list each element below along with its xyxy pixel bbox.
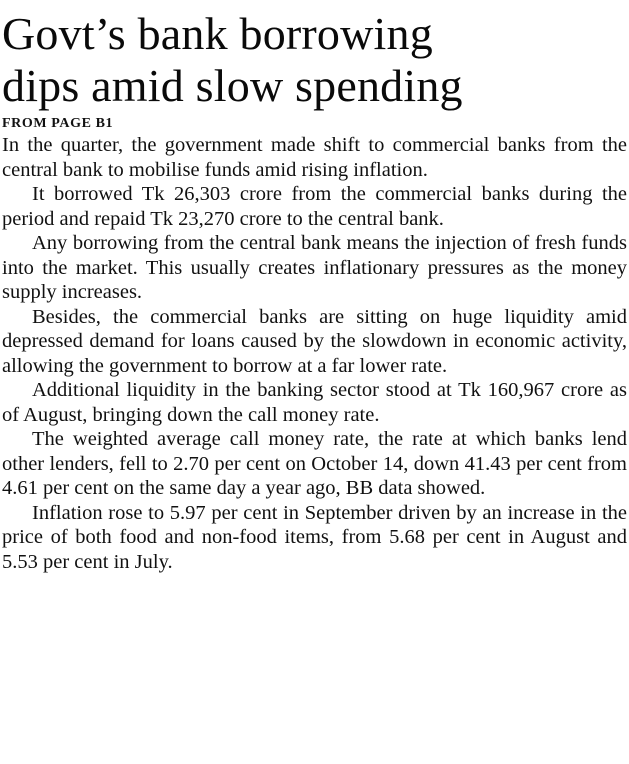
paragraph-7: Inflation rose to 5.97 per cent in September driven by an increase in the price of both food and non-food items, from 5.68 per cent in August and 5.53 per cent in July. [2, 501, 627, 573]
paragraph-1: In the quarter, the government made shift to commercial banks from the central bank to mobilise funds amid rising inflation. [2, 134, 627, 181]
paragraph-4: Besides, the commercial banks are sitting on huge liquidity amid depressed demand for loans caused by the slowdown in economic activity, allowing the government to borrow at a far lower rate. [2, 305, 627, 377]
paragraph-3: Any borrowing from the central bank means the injection of fresh funds into the market. This usually creates inflationary pressures as the money supply increases. [2, 232, 627, 303]
headline-line-2: dips amid slow spending [2, 60, 463, 111]
paragraph-2: It borrowed Tk 26,303 crore from the commercial banks during the period and repaid Tk 23,270 crore to the central bank. [2, 183, 627, 230]
paragraph-5: Additional liquidity in the banking sector stood at Tk 160,967 crore as of August, bringing down the call money rate. [2, 379, 627, 426]
headline [2, 8, 627, 112]
paragraph-6: The weighted average call money rate, the rate at which banks lend other lenders, fell to 2.70 per cent on October 14, down 41.43 per cent from 4.61 per cent on the same day a year ago, BB data showed. [2, 428, 627, 499]
article-body [2, 133, 627, 574]
headline-line-1: Govt’s bank borrowing [2, 8, 433, 59]
dateline: FROM PAGE B1 [2, 116, 114, 131]
news-article [2, 8, 627, 574]
